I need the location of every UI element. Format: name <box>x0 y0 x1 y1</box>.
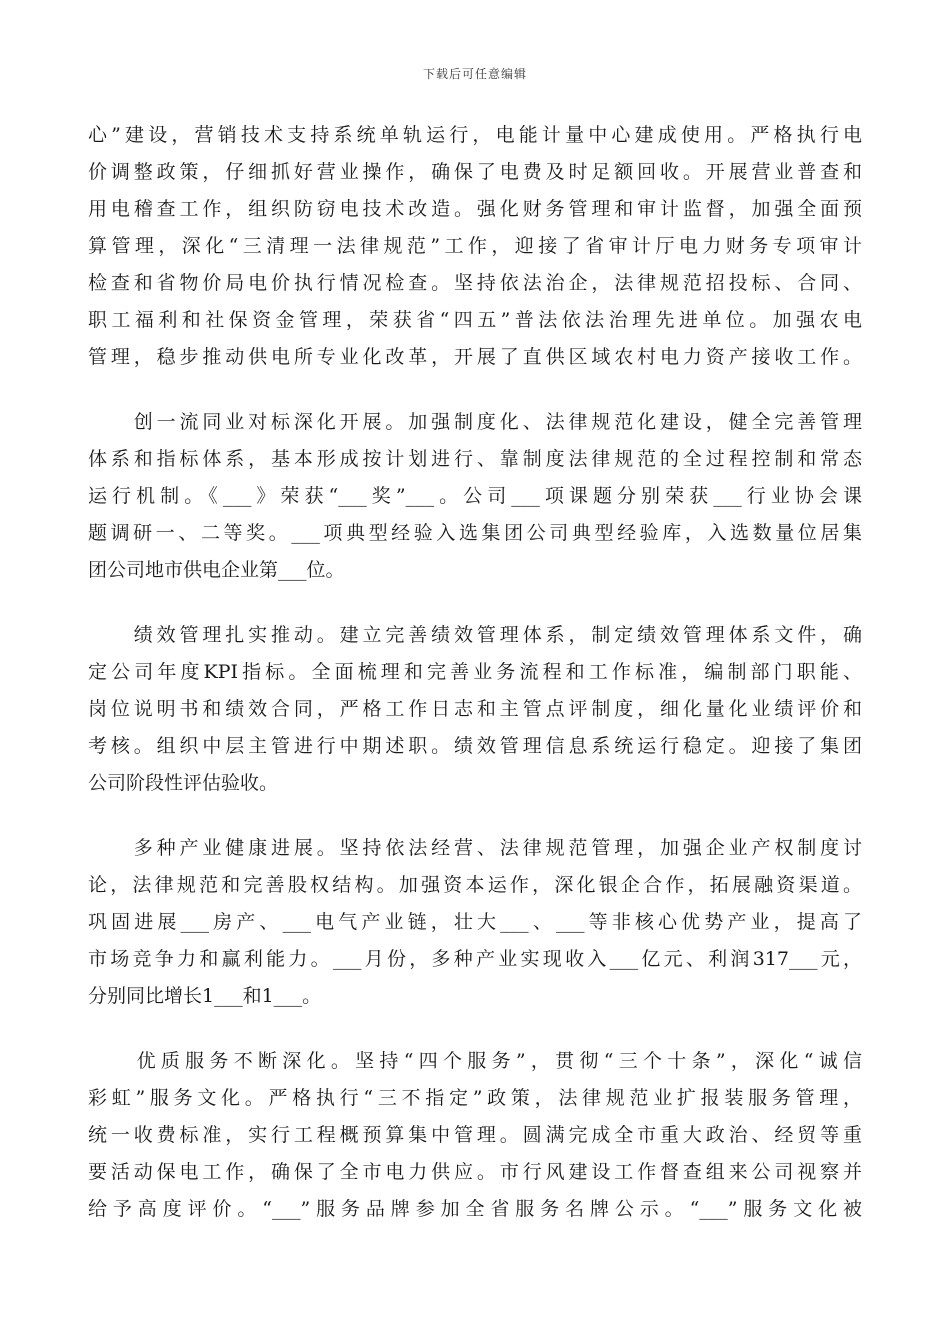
text-line: 题调研一、二等奖。___项典型经验入选集团公司典型经验库，入选数量位居集 <box>88 522 862 544</box>
text-line: 团公司地市供电企业第___位。 <box>88 559 345 581</box>
paragraph-performance <box>88 617 862 802</box>
text-line: 绩效管理扎实推动。建立完善绩效管理体系，制定绩效管理体系文件，确 <box>88 624 862 646</box>
text-line: 定公司年度KPI指标。全面梳理和完善业务流程和工作标准，编制部门职能、 <box>88 661 862 683</box>
text-line: 论，法律规范和完善股权结构。加强资本运作，深化银企合作，拓展融资渠道。 <box>88 874 862 896</box>
text-line: 检查和省物价局电价执行情况检查。坚持依法治企，法律规范招投标、合同、 <box>88 272 862 294</box>
paragraph-industries <box>88 830 862 1015</box>
text-line: 市场竞争力和赢利能力。___月份，多种产业实现收入___亿元、利润317___元， <box>88 948 862 970</box>
text-line: 考核。组织中层主管进行中期述职。绩效管理信息系统运行稳定。迎接了集团 <box>88 735 862 757</box>
text-line: 公司阶段性评估验收。 <box>88 772 279 794</box>
text-line: 算管理，深化“三清理一法律规范”工作，迎接了省审计厅电力财务专项审计 <box>88 235 862 257</box>
paragraph-service <box>88 1043 862 1228</box>
text-line: 价调整政策，仔细抓好营业操作，确保了电费及时足额回收。开展营业普查和 <box>88 161 862 183</box>
text-line: 运行机制。《___》荣获“___奖”___。公司___项课题分别荣获___行业协会课 <box>88 485 862 507</box>
text-line: 多种产业健康进展。坚持依法经营、法律规范管理，加强企业产权制度讨 <box>88 837 862 859</box>
paragraph-benchmarking <box>88 404 862 589</box>
text-line: 岗位说明书和绩效合同，严格工作日志和主管点评制度，细化量化业绩评价和 <box>88 698 862 720</box>
text-line: 分别同比增长1___和1___。 <box>88 985 322 1007</box>
text-line: 创一流同业对标深化开展。加强制度化、法律规范化建设，健全完善管理 <box>88 411 862 433</box>
text-line: 优质服务不断深化。坚持“四个服务”，贯彻“三个十条”，深化“诚信 <box>88 1050 862 1072</box>
text-line: 巩固进展___房产、___电气产业链，壮大___、___等非核心优势产业，提高了 <box>88 911 862 933</box>
text-line: 管理，稳步推动供电所专业化改革，开展了直供区域农村电力资产接收工作。 <box>88 346 862 368</box>
text-line: 统一收费标准，实行工程概预算集中管理。圆满完成全市重大政治、经贸等重 <box>88 1124 862 1146</box>
text-line: 要活动保电工作，确保了全市电力供应。市行风建设工作督查组来公司视察并 <box>88 1161 862 1183</box>
text-line: 体系和指标体系，基本形成按计划进行、靠制度法律规范的全过程控制和常态 <box>88 448 862 470</box>
text-line: 职工福利和社保资金管理，荣获省“四五”普法依法治理先进单位。加强农电 <box>88 309 862 331</box>
document-body <box>88 117 862 1256</box>
text-line: 给予高度评价。“___”服务品牌参加全省服务名牌公示。“___”服务文化被 <box>88 1198 862 1220</box>
text-line: 用电稽查工作，组织防窃电技术改造。强化财务管理和审计监督，加强全面预 <box>88 198 862 220</box>
text-line: 心”建设，营销技术支持系统单轨运行，电能计量中心建成使用。严格执行电 <box>88 124 862 146</box>
paragraph-marketing-finance <box>88 117 862 376</box>
text-line: 彩虹”服务文化。严格执行“三不指定”政策，法律规范业扩报装服务管理， <box>88 1087 862 1109</box>
page-header: 下载后可任意编辑 <box>422 67 527 81</box>
